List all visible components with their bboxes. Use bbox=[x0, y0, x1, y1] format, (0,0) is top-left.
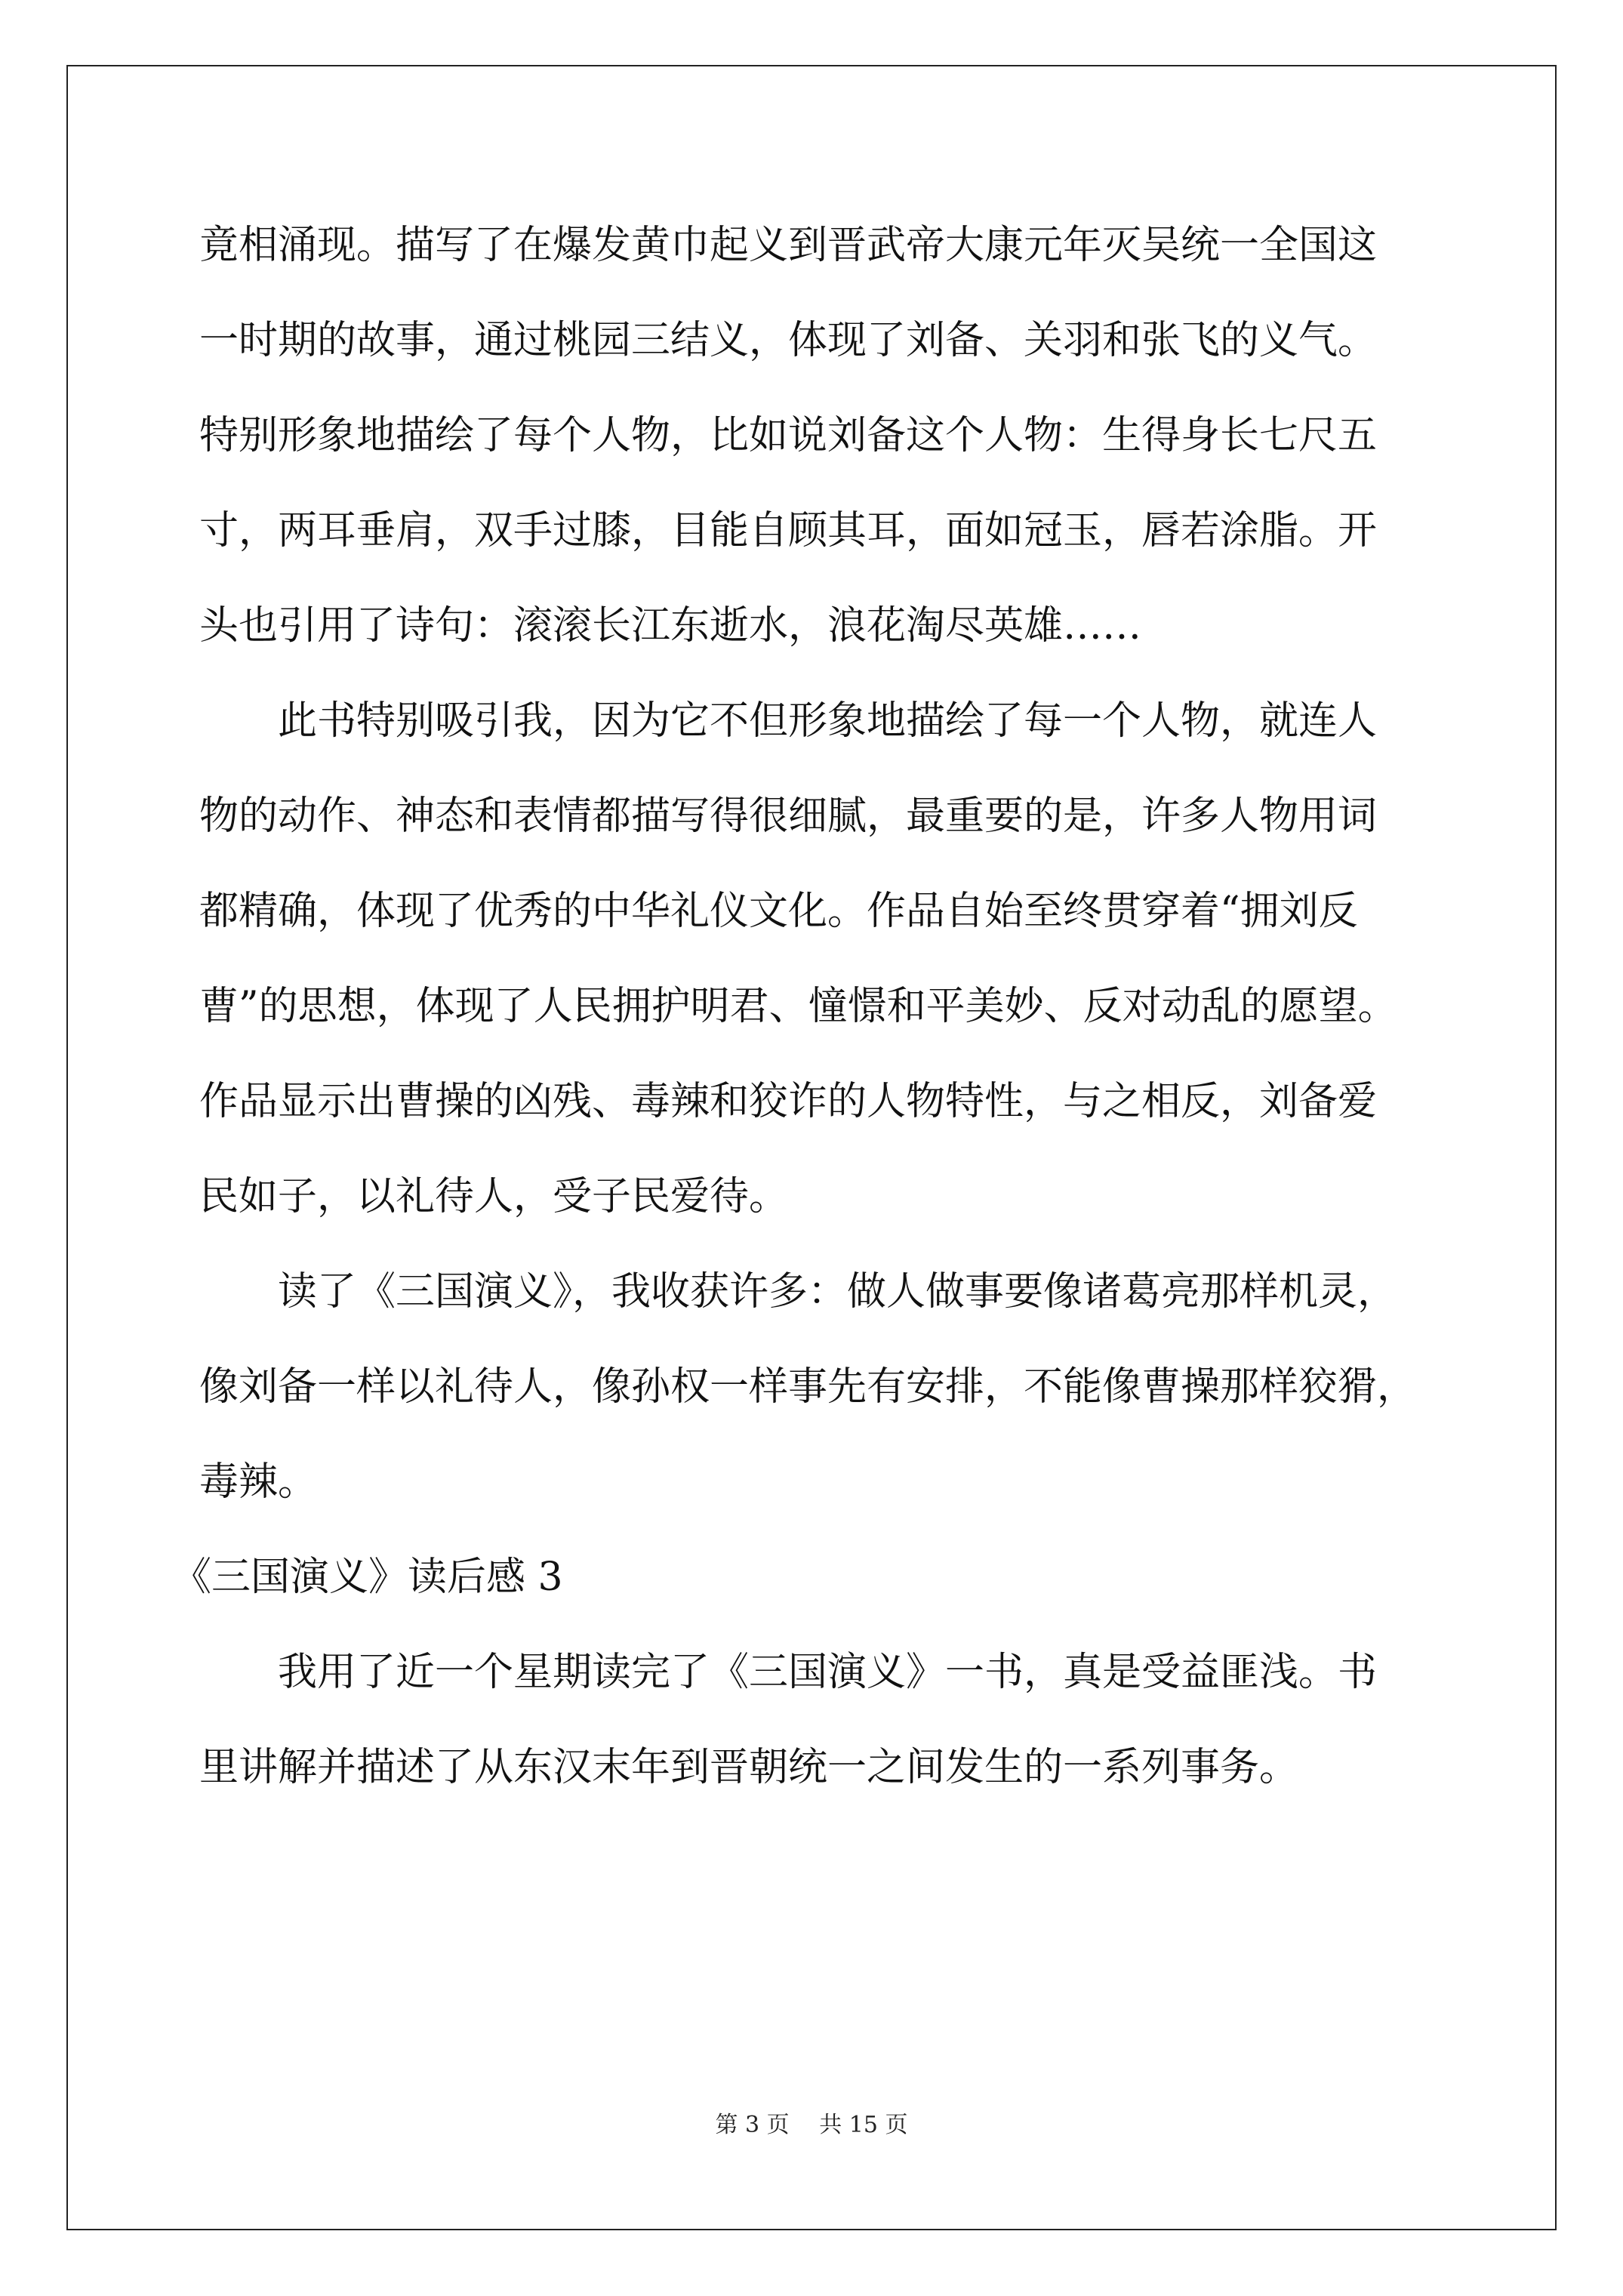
text-line: 特别形象地描绘了每个人物，比如说刘备这个人物：生得身长七尺五 bbox=[199, 413, 1378, 458]
text-line: 头也引用了诗句：滚滚长江东逝水，浪花淘尽英雄…… bbox=[199, 603, 1142, 649]
section-heading: 《三国演义》读后感 3 bbox=[172, 1555, 563, 1600]
page-footer bbox=[0, 2110, 1623, 2140]
paragraph-first-line: 我用了近一个星期读完了《三国演义》一书，真是受益匪浅。书 bbox=[278, 1650, 1378, 1695]
text-line: 都精确，体现了优秀的中华礼仪文化。作品自始至终贯穿着“拥刘反 bbox=[199, 889, 1358, 934]
text-line: 作品显示出曹操的凶残、毒辣和狡诈的人物特性，与之相反，刘备爱 bbox=[199, 1079, 1378, 1124]
page-total: 共 15 页 bbox=[819, 2112, 908, 2138]
text-line: 民如子，以礼待人，受子民爱待。 bbox=[199, 1174, 789, 1219]
text-line: 寸，两耳垂肩，双手过膝，目能自顾其耳，面如冠玉，唇若涂脂。开 bbox=[199, 508, 1378, 553]
text-line: 里讲解并描述了从东汉末年到晋朝统一之间发生的一系列事务。 bbox=[199, 1745, 1299, 1790]
text-line: 竟相涌现。描写了在爆发黄巾起义到晋武帝大康元年灭吴统一全国这 bbox=[199, 223, 1378, 268]
document-body bbox=[172, 198, 1452, 1815]
paragraph-first-line: 读了《三国演义》，我收获许多：做人做事要像诸葛亮那样机灵， bbox=[278, 1269, 1397, 1314]
text-line: 曹”的思想，体现了人民拥护明君、憧憬和平美妙、反对动乱的愿望。 bbox=[199, 984, 1397, 1029]
page-number: 第 3 页 bbox=[715, 2112, 790, 2138]
paragraph-first-line: 此书特别吸引我，因为它不但形象地描绘了每一个人物，就连人 bbox=[278, 698, 1378, 744]
text-line: 一时期的故事，通过桃园三结义，体现了刘备、关羽和张飞的义气。 bbox=[199, 318, 1378, 363]
text-line: 毒辣。 bbox=[199, 1459, 318, 1505]
text-line: 像刘备一样以礼待人，像孙权一样事先有安排，不能像曹操那样狡猾， bbox=[199, 1364, 1417, 1410]
text-line: 物的动作、神态和表情都描写得很细腻，最重要的是，许多人物用词 bbox=[199, 794, 1378, 839]
